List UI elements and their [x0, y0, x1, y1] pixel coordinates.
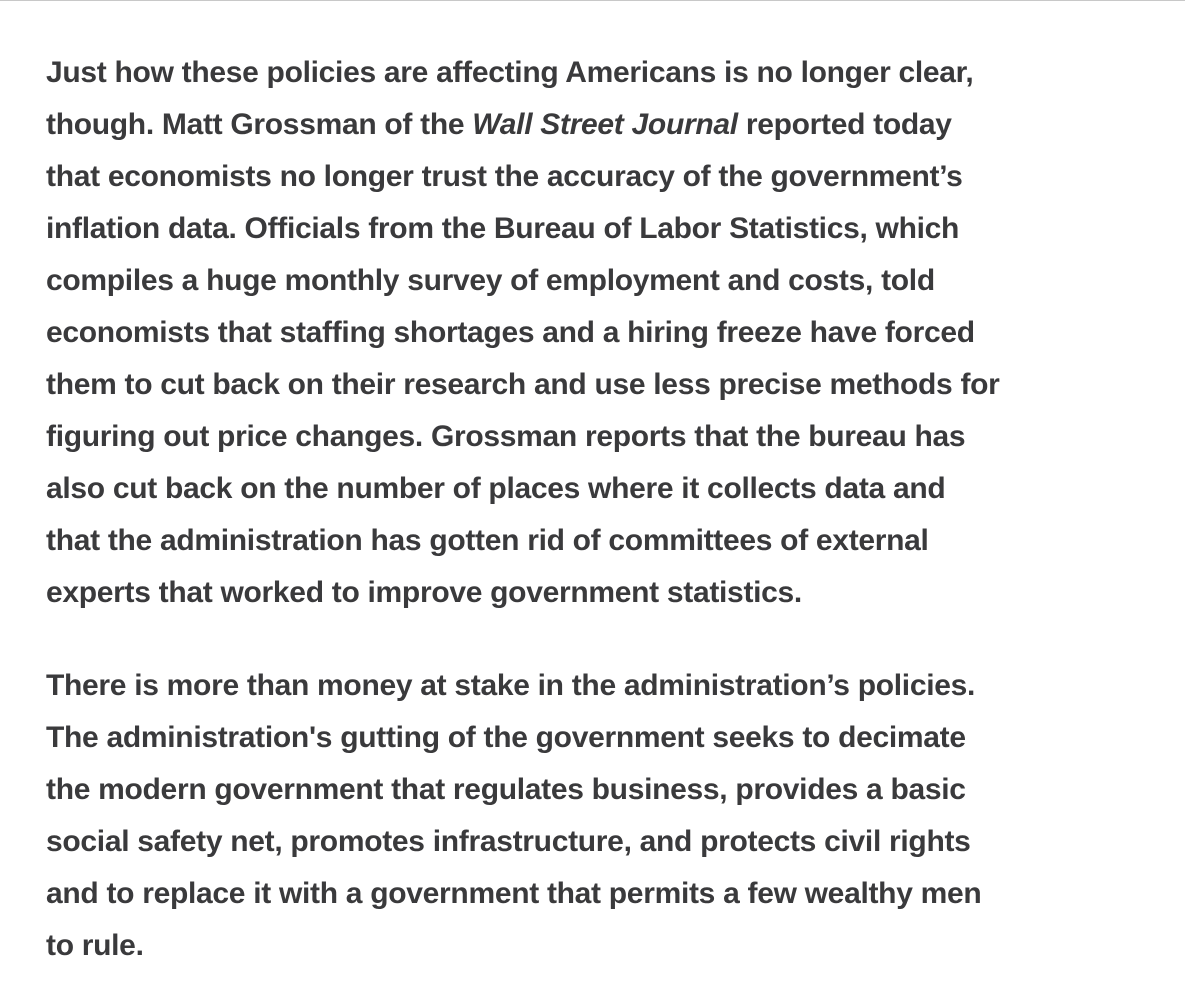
text-line: compiles a huge monthly survey of employment and costs, told	[46, 264, 935, 297]
text-segment: reported today	[737, 108, 952, 141]
text-line: also cut back on the number of places where it collects data and	[46, 472, 946, 505]
text-line: experts that worked to improve government statistics.	[46, 576, 802, 609]
text-line: that economists no longer trust the accuracy of the government’s	[46, 160, 963, 193]
text-line: inflation data. Officials from the Bureau of Labor Statistics, which	[46, 212, 960, 245]
paragraph-money-at-stake	[46, 660, 1156, 972]
top-divider	[0, 0, 1185, 1]
paragraph-inflation-data	[46, 47, 1156, 619]
text-line: that the administration has gotten rid of committees of external	[46, 524, 929, 557]
text-line: them to cut back on their research and use less precise methods for	[46, 368, 1000, 401]
text-segment: though. Matt Grossman of the	[46, 108, 473, 141]
text-line: to rule.	[46, 929, 144, 962]
text-line: Just how these policies are affecting Americans is no longer clear,	[46, 56, 974, 89]
text-line: There is more than money at stake in the administration’s policies.	[46, 669, 976, 702]
text-line: social safety net, promotes infrastructure, and protects civil rights	[46, 825, 971, 858]
publication-name: Wall Street Journal	[472, 108, 738, 141]
text-line: figuring out price changes. Grossman reports that the bureau has	[46, 420, 966, 453]
text-line: economists that staffing shortages and a hiring freeze have forced	[46, 316, 975, 349]
text-line: The administration's gutting of the government seeks to decimate	[46, 721, 966, 754]
text-line	[46, 99, 1156, 151]
text-line: and to replace it with a government that permits a few wealthy men	[46, 877, 982, 910]
article-body	[46, 47, 1156, 972]
text-line: the modern government that regulates business, provides a basic	[46, 773, 966, 806]
